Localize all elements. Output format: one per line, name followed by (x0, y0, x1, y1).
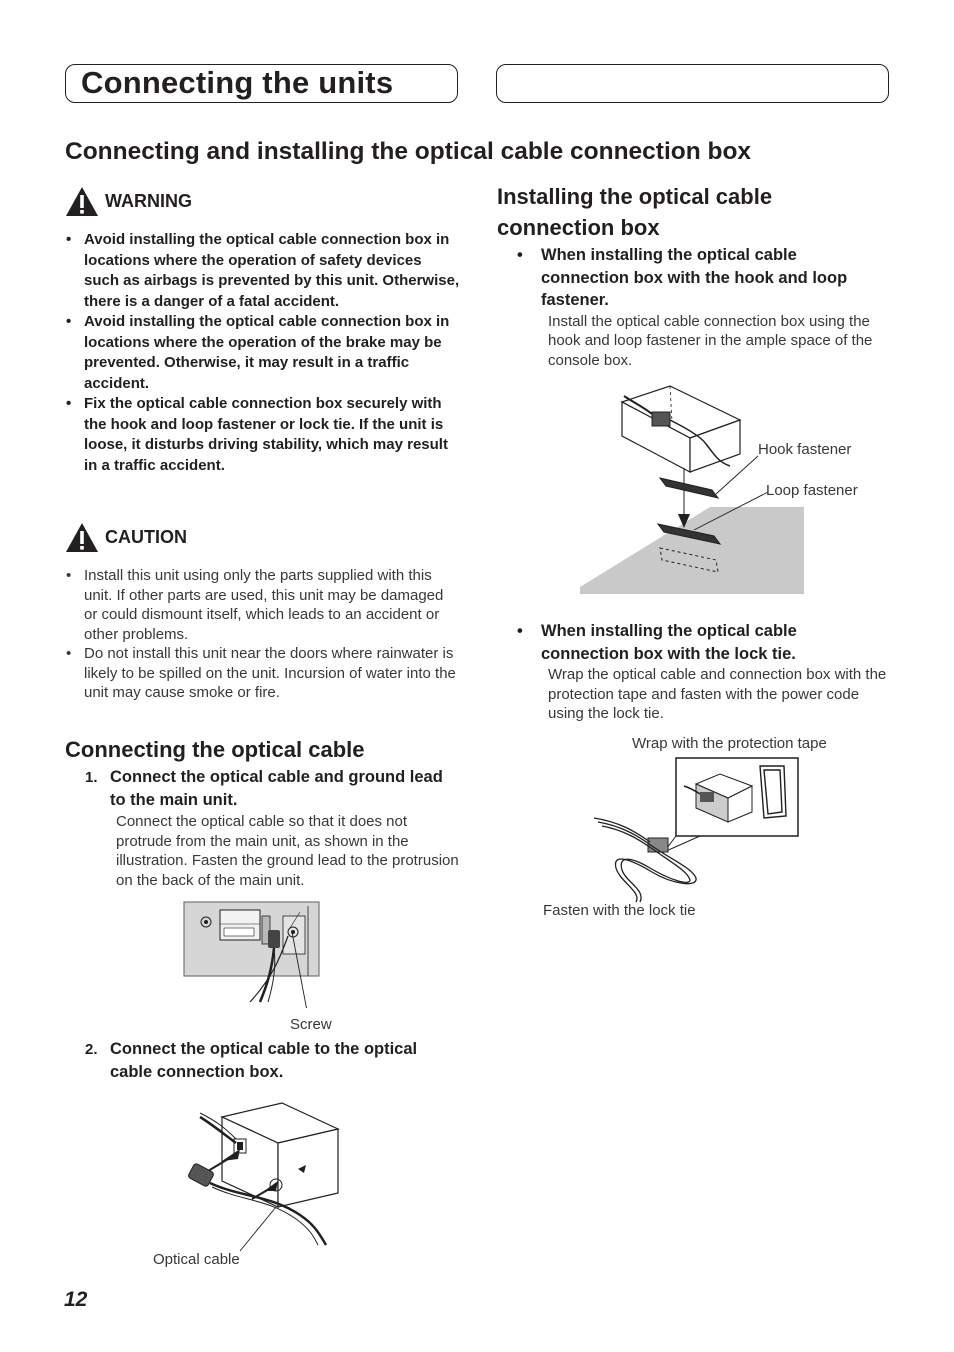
warning-label: WARNING (105, 191, 192, 211)
hook-fastener-title: • When installing the optical cable connection box with the hook and loop fastener. (497, 244, 887, 312)
section-title: Connecting and installing the optical cable connection box (65, 138, 752, 165)
warning-list (65, 230, 460, 476)
step-2 (65, 1038, 460, 1084)
step-description: Connect the optical cable so that it does not protrude from the main unit, as shown in the illustration. Fasten the ground lead to the protrusion on the back of the main unit. (116, 813, 459, 889)
caution-list (65, 566, 460, 703)
connection-box-illustration (180, 1095, 350, 1255)
list-item: • Fix the optical cable connection box securely with the hook and loop fastener or lock tie. If the unit is loose, it disturbs driving stability, which may result in a traffic accident. (65, 394, 460, 476)
lock-tie-caption: Fasten with the lock tie (543, 902, 696, 919)
lock-tie-illustration (592, 756, 807, 904)
caution-block (65, 522, 460, 703)
optical-cable-caption: Optical cable (153, 1251, 240, 1268)
lock-tie-block (497, 620, 887, 724)
connecting-heading: Connecting the optical cable (65, 737, 365, 762)
blank-header-frame (496, 64, 889, 103)
list-item: • Avoid installing the optical cable connection box in locations where the operation of the brake may be prevented. Otherwise, it may result in a traffic accident. (65, 312, 460, 394)
installing-heading: Installing the optical cable connection box (497, 184, 773, 240)
step-1 (65, 766, 460, 812)
loop-fastener-caption: Loop fastener (766, 482, 858, 499)
main-unit-rear-illustration (180, 898, 325, 1008)
warning-icon (65, 186, 99, 217)
protection-tape-caption: Wrap with the protection tape (632, 735, 827, 752)
list-item: • Install this unit using only the parts supplied with this unit. If other parts are used, this unit may be damaged or could dismount itself, which leads to an accident or other problems. (65, 566, 460, 644)
list-item: • Avoid installing the optical cable connection box in locations where the operation of safety devices such as airbags is prevented by this unit. Otherwise, there is a danger of a fatal accident. (65, 230, 460, 312)
list-item: • Do not install this unit near the doors where rainwater is likely to be spilled on the unit. Incursion of water into the unit may cause smoke or fire. (65, 644, 460, 703)
lock-tie-title: • When installing the optical cable connection box with the lock tie. (497, 620, 887, 665)
connecting-section (65, 734, 460, 890)
step-number: 2. (85, 1041, 98, 1058)
step-number: 1. (85, 769, 98, 786)
hook-fastener-description: Install the optical cable connection box using the hook and loop fastener in the ample space of the console box. (548, 312, 873, 369)
step-title: Connect the optical cable to the optical cable connection box. (110, 1040, 418, 1081)
installing-section (497, 181, 887, 370)
lock-tie-description: Wrap the optical cable and connection box with the protection tape and fasten with the power code using the lock tie. (548, 666, 887, 722)
page-title: Connecting the units (81, 65, 394, 100)
caution-label: CAUTION (105, 527, 187, 547)
warning-block (65, 186, 460, 476)
step-title: Connect the optical cable and ground lead to the main unit. (110, 768, 443, 809)
hook-fastener-caption: Hook fastener (758, 441, 852, 458)
caution-icon (65, 522, 99, 553)
screw-caption: Screw (290, 1016, 332, 1033)
page-number: 12 (64, 1288, 88, 1311)
